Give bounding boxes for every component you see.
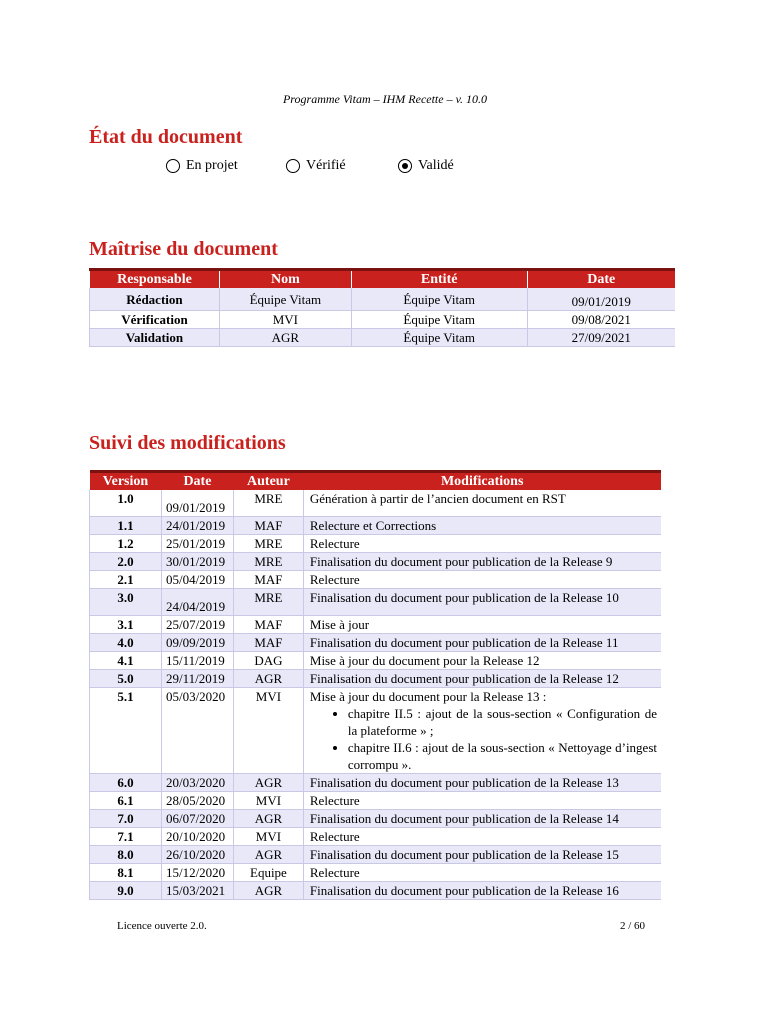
cell-date: 09/01/2019 <box>165 500 226 515</box>
radio-valide[interactable] <box>398 158 454 174</box>
etat-title: État du document <box>89 126 243 148</box>
table-row <box>90 634 662 652</box>
col-header: Modifications <box>303 472 661 491</box>
col-header: Nom <box>219 270 351 289</box>
cell-author: MRE <box>254 536 283 551</box>
radio-en-projet[interactable] <box>166 158 238 174</box>
cell-modification: Finalisation du document pour publication de la Release 16 <box>309 883 619 898</box>
table-row <box>90 553 662 571</box>
table-row <box>90 882 662 900</box>
cell-modification: Finalisation du document pour publication de la Release 10 <box>309 590 619 605</box>
cell-date: 05/04/2019 <box>165 572 226 587</box>
suivi-title: Suivi des modifications <box>89 432 286 454</box>
cell-date: 25/01/2019 <box>165 536 226 551</box>
cell-modification: Finalisation du document pour publication de la Release 11 <box>309 635 619 650</box>
cell-version: 2.0 <box>117 554 134 569</box>
table-row <box>90 490 662 517</box>
cell-author: AGR <box>254 671 283 686</box>
cell-date: 05/03/2020 <box>165 689 226 704</box>
cell-modification: Finalisation du document pour publication de la Release 14 <box>309 811 619 826</box>
cell-modification: Relecture <box>309 572 360 587</box>
cell-version: 7.1 <box>117 829 134 844</box>
table-row <box>90 846 662 864</box>
cell-author: MRE <box>254 491 283 506</box>
col-header: Entité <box>351 270 527 289</box>
radio-label: Vérifié <box>306 158 346 173</box>
cell-date: 25/07/2019 <box>165 617 226 632</box>
radio-verifie[interactable] <box>286 158 346 174</box>
bullet-item: • chapitre II.6 : ajout de la sous-section « Nettoyage d’ingest corrompu ». <box>348 739 657 773</box>
maitrise-table <box>89 268 675 347</box>
bullet-item: • chapitre II.5 : ajout de la sous-section « Configuration de la plateforme » ; <box>348 705 657 739</box>
cell-modification: Relecture et Corrections <box>309 518 437 533</box>
cell-date: 06/07/2020 <box>165 811 226 826</box>
cell-author: MAF <box>254 635 283 650</box>
table-row <box>90 864 662 882</box>
cell-author: MAF <box>254 572 283 587</box>
col-header: Date <box>161 472 233 491</box>
table-row <box>90 688 662 774</box>
cell-version: 6.0 <box>117 775 134 790</box>
table-row <box>90 652 662 670</box>
radio-unchecked-icon <box>166 159 180 173</box>
cell-version: 3.0 <box>117 590 134 605</box>
cell-modification: Finalisation du document pour publication de la Release 15 <box>309 847 619 862</box>
table-row <box>90 517 662 535</box>
cell-author: MAF <box>254 617 283 632</box>
table-row <box>90 535 662 553</box>
table-row <box>90 571 662 589</box>
cell-version: 1.0 <box>117 491 134 506</box>
radio-checked-icon <box>398 159 412 173</box>
radio-unchecked-icon <box>286 159 300 173</box>
cell-author: AGR <box>254 883 283 898</box>
col-header: Date <box>527 270 675 289</box>
cell-author: AGR <box>254 811 283 826</box>
table-row <box>90 774 662 792</box>
table-row: Validation AGR Équipe Vitam 27/09/2021 <box>90 329 676 347</box>
radio-label: En projet <box>186 158 238 173</box>
cell-version: 6.1 <box>117 793 134 808</box>
cell-author: AGR <box>254 847 283 862</box>
col-header: Version <box>90 472 162 491</box>
radio-label: Validé <box>418 158 454 173</box>
suivi-table <box>89 470 661 900</box>
cell-modification: Finalisation du document pour publication de la Release 12 <box>309 671 619 686</box>
footer-license: Licence ouverte 2.0. <box>117 920 207 932</box>
table-row <box>90 616 662 634</box>
cell-version: 3.1 <box>117 617 134 632</box>
cell-version: 5.1 <box>117 689 134 704</box>
col-header: Responsable <box>90 270 220 289</box>
footer-page-number: 2 / 60 <box>620 920 646 932</box>
table-row: Vérification MVI Équipe Vitam 09/08/2021 <box>90 311 676 329</box>
cell-version: 4.0 <box>117 635 134 650</box>
table-row <box>90 670 662 688</box>
cell-author: MRE <box>254 590 283 605</box>
cell-modification: Relecture <box>309 793 360 808</box>
cell-version: 8.1 <box>117 865 134 880</box>
cell-date: 15/12/2020 <box>165 865 226 880</box>
cell-author: MVI <box>255 793 282 808</box>
cell-date: 09/09/2019 <box>165 635 226 650</box>
cell-author: MRE <box>254 554 283 569</box>
cell-modification: Finalisation du document pour publication de la Release 9 <box>309 554 613 569</box>
cell-author: MVI <box>255 829 282 844</box>
cell-date: 30/01/2019 <box>165 554 226 569</box>
cell-version: 8.0 <box>117 847 134 862</box>
modification-bullets <box>310 705 657 773</box>
table-row: Rédaction Équipe Vitam Équipe Vitam 09/01/2019 <box>90 288 676 311</box>
cell-modification: Mise à jour <box>309 617 370 632</box>
cell-version: 1.1 <box>117 518 134 533</box>
cell-modification: Relecture <box>309 865 360 880</box>
cell-modification: Relecture <box>309 829 360 844</box>
table-row <box>90 828 662 846</box>
cell-modification: Mise à jour du document pour la Release 13 : <box>309 689 547 704</box>
cell-author: AGR <box>254 775 283 790</box>
table-row <box>90 810 662 828</box>
cell-version: 4.1 <box>117 653 134 668</box>
maitrise-title: Maîtrise du document <box>89 238 278 260</box>
cell-author: MAF <box>254 518 283 533</box>
table-row <box>90 589 662 616</box>
cell-date: 24/01/2019 <box>165 518 226 533</box>
cell-date: 20/03/2020 <box>165 775 226 790</box>
cell-version: 2.1 <box>117 572 134 587</box>
cell-date: 26/10/2020 <box>165 847 226 862</box>
running-header: Programme Vitam – IHM Recette – v. 10.0 <box>282 92 488 106</box>
cell-modification: Finalisation du document pour publication de la Release 13 <box>309 775 619 790</box>
cell-date: 24/04/2019 <box>165 599 226 614</box>
cell-date: 20/10/2020 <box>165 829 226 844</box>
cell-date: 15/03/2021 <box>165 883 226 898</box>
col-header: Auteur <box>233 472 303 491</box>
cell-modification: Relecture <box>309 536 360 551</box>
cell-date: 15/11/2019 <box>165 653 225 668</box>
cell-author: Equipe <box>250 865 287 880</box>
cell-version: 5.0 <box>117 671 134 686</box>
etat-radio-group <box>166 158 586 180</box>
cell-author: MVI <box>255 689 282 704</box>
cell-version: 7.0 <box>117 811 134 826</box>
cell-modification: Génération à partir de l’ancien document en RST <box>309 491 566 506</box>
table-row <box>90 792 662 810</box>
cell-version: 1.2 <box>117 536 134 551</box>
cell-date: 28/05/2020 <box>165 793 226 808</box>
cell-date: 29/11/2019 <box>165 671 225 686</box>
cell-modification: Mise à jour du document pour la Release 12 <box>309 653 540 668</box>
cell-author: DAG <box>254 653 283 668</box>
cell-version: 9.0 <box>117 883 134 898</box>
